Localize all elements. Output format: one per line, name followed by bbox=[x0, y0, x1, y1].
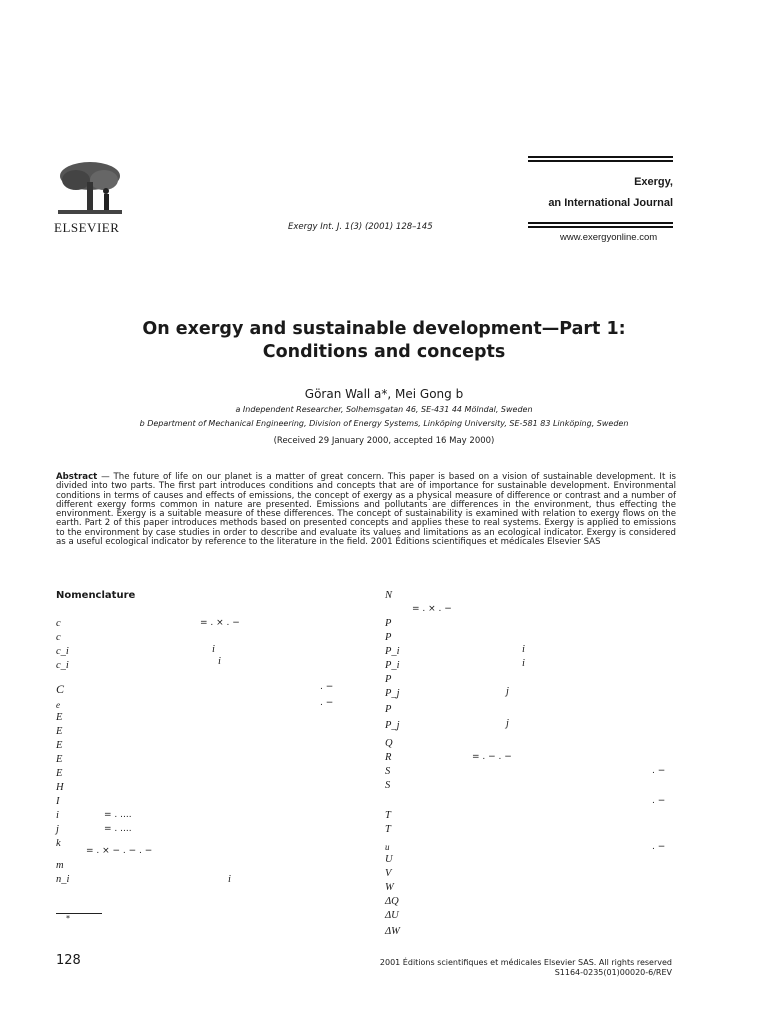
nom-fragment: = . × . − bbox=[200, 618, 240, 628]
journal-url[interactable]: www.exergyonline.com bbox=[560, 232, 658, 243]
nom-symbol: S bbox=[385, 780, 391, 791]
nom-fragment: i bbox=[212, 644, 215, 655]
nom-symbol: E bbox=[56, 740, 63, 751]
nom-symbol: N bbox=[385, 590, 393, 601]
nom-fragment: . − bbox=[652, 842, 666, 852]
nom-symbol: c bbox=[56, 632, 61, 643]
nom-fragment: . − bbox=[320, 682, 334, 692]
nom-fragment: j bbox=[506, 718, 509, 729]
nom-fragment: = . .... bbox=[104, 810, 132, 820]
nom-fragment: = . .... bbox=[104, 824, 132, 834]
elsevier-tree-logo bbox=[54, 158, 126, 218]
received-dates: (Received 29 January 2000, accepted 16 May 2000) bbox=[273, 436, 495, 446]
nom-fragment: . − bbox=[320, 698, 334, 708]
nom-symbol: P bbox=[385, 704, 392, 715]
nom-fragment: . − bbox=[652, 796, 666, 806]
nom-fragment: = . × . − bbox=[412, 604, 452, 614]
copyright-line: 2001 Éditions scientifiques et médicales Elsevier SAS. All rights reserved bbox=[379, 958, 672, 967]
abstract-label: Abstract bbox=[56, 472, 98, 482]
page-number: 128 bbox=[56, 953, 81, 968]
nom-symbol: H bbox=[56, 782, 64, 793]
affiliation-b: b Department of Mechanical Engineering, Division of Energy Systems, Linköping University, SE-581 83 Linköping, Sweden bbox=[139, 419, 629, 428]
nom-symbol: P_i bbox=[385, 646, 400, 657]
nom-symbol: P bbox=[385, 632, 392, 643]
nom-symbol: U bbox=[385, 854, 393, 865]
authors: Göran Wall a*, Mei Gong b bbox=[304, 387, 464, 401]
nom-symbol: c bbox=[56, 618, 61, 629]
nom-symbol: P_i bbox=[385, 660, 400, 671]
nom-symbol: V bbox=[385, 868, 392, 879]
nom-symbol: W bbox=[385, 882, 394, 893]
nom-fragment: i bbox=[522, 658, 525, 669]
journal-reference: Exergy Int. J. 1(3) (2001) 128–145 bbox=[288, 222, 433, 232]
nom-fragment: = . − . − bbox=[472, 752, 512, 762]
nom-fragment: i bbox=[228, 874, 231, 885]
footnote-rule bbox=[56, 913, 102, 914]
nom-symbol: ΔU bbox=[385, 910, 399, 921]
title-line1: On exergy and sustainable development—Part 1: bbox=[142, 319, 626, 339]
nom-symbol: c_i bbox=[56, 646, 69, 657]
footnote-mark: * bbox=[66, 914, 70, 923]
nom-symbol: R bbox=[385, 752, 392, 763]
nom-symbol: c_i bbox=[56, 660, 69, 671]
abstract bbox=[56, 473, 676, 547]
nom-symbol: u bbox=[385, 842, 390, 852]
nom-symbol: e bbox=[56, 700, 60, 710]
nom-symbol: P bbox=[385, 674, 392, 685]
nom-symbol: E bbox=[56, 712, 63, 723]
nom-symbol: i bbox=[56, 810, 59, 821]
article-title bbox=[0, 318, 768, 364]
nom-symbol: T bbox=[385, 824, 391, 835]
nom-symbol: C bbox=[56, 682, 65, 696]
nom-symbol: k bbox=[56, 838, 61, 849]
nom-symbol: T bbox=[385, 810, 391, 821]
nom-symbol: ΔQ bbox=[385, 896, 399, 907]
abstract-text: — The future of life on our planet is a matter of great concern. This paper is based on a vision of sustainable development. It is divided into two parts. The first part introduces conditions and concepts that are of importance for sustainable development. Environmental conditions in terms of causes and effects of emissions, the concept of exergy as a physical measure of difference or contrast and a number of different exergy forms common in nature are presented. Emissions and pollutants are differences in the environment, thus effecting the environment. Exergy is a suitable measure of these differences. The concept of sustainability is examined with relation to exergy flows on the earth. Part 2 of this paper introduces methods based on presented concepts and applies these to real systems. Exergy is applied to emissions to the environment by case studies in order to describe and evaluate its values and limitations as an ecological indicator. Exergy is considered as a useful ecological indicator by reference to the literature in the field. 2001 Éditions scientifiques et médicales Elsevier SAS bbox=[56, 472, 676, 548]
nom-symbol: E bbox=[56, 726, 63, 737]
header-bottom-rule bbox=[528, 222, 673, 230]
nom-symbol: S bbox=[385, 766, 391, 777]
nom-symbol: Q bbox=[385, 738, 393, 749]
nom-symbol: E bbox=[56, 754, 63, 765]
journal-title-line2: an International Journal bbox=[548, 197, 673, 209]
nom-symbol: E bbox=[56, 768, 63, 779]
nom-symbol: P bbox=[385, 618, 392, 629]
header-double-rule bbox=[528, 156, 673, 164]
nom-symbol: P_j bbox=[385, 688, 400, 699]
nom-symbol: P_j bbox=[385, 720, 400, 731]
nom-symbol: j bbox=[56, 824, 59, 835]
nom-fragment: . − bbox=[652, 766, 666, 776]
nom-fragment: = . × − . − . − bbox=[86, 846, 153, 856]
nom-fragment: i bbox=[522, 644, 525, 655]
nom-symbol: I bbox=[56, 796, 60, 807]
title-line2: Conditions and concepts bbox=[262, 342, 506, 362]
nom-fragment: j bbox=[506, 686, 509, 697]
nom-symbol: n_i bbox=[56, 874, 70, 885]
nomenclature-heading: Nomenclature bbox=[56, 590, 136, 601]
nom-symbol: m bbox=[56, 860, 64, 871]
copyright-footer bbox=[380, 958, 672, 978]
publisher-name: ELSEVIER bbox=[54, 220, 120, 235]
nom-symbol: ΔW bbox=[385, 926, 400, 937]
pii-line: S1164-0235(01)00020-6/REV bbox=[554, 968, 672, 977]
journal-title-line1: Exergy, bbox=[634, 176, 673, 188]
nom-fragment: i bbox=[218, 656, 221, 667]
affiliation-a: a Independent Researcher, Solhemsgatan 46, SE-431 44 Mölndal, Sweden bbox=[235, 405, 533, 414]
